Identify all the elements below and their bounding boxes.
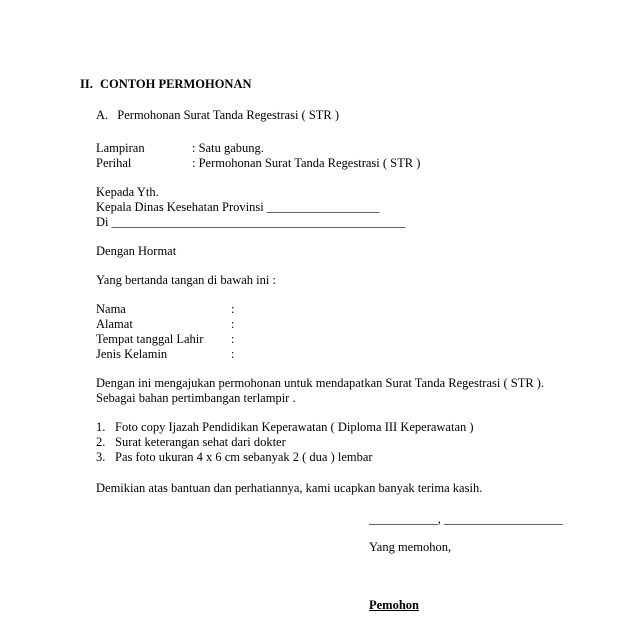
- closing-text: Demikian atas bantuan dan perhatiannya, kami ucapkan banyak terima kasih.: [96, 481, 483, 495]
- salutation: Dengan Hormat: [96, 244, 177, 258]
- section-title: CONTOH PERMOHONAN: [99, 77, 252, 91]
- field-label: Perihal: [96, 156, 132, 170]
- field-value: : Satu gabung.: [192, 141, 264, 155]
- attachment-item-1: [96, 420, 474, 435]
- attachment-text: Foto copy Ijazah Pendidikan Keperawatan ( Diploma III Keperawatan ): [115, 420, 474, 434]
- identity-colon: :: [231, 302, 235, 316]
- identity-colon: :: [231, 347, 235, 361]
- section-number: II.: [80, 77, 93, 91]
- identity-label: Tempat tanggal Lahir: [96, 332, 204, 346]
- subsection-heading: [96, 108, 339, 123]
- identity-field-nama: [96, 302, 234, 317]
- signature-label: Yang memohon,: [369, 540, 452, 554]
- recipient-greeting: Kepada Yth.: [96, 185, 159, 199]
- section-heading: [80, 77, 252, 92]
- identity-label: Nama: [96, 302, 126, 316]
- body-line-2: Sebagai bahan pertimbangan terlampir .: [96, 391, 296, 405]
- intro-text: Yang bertanda tangan di bawah ini :: [96, 273, 276, 287]
- identity-colon: :: [231, 332, 235, 346]
- identity-field-alamat: [96, 317, 234, 332]
- field-perihal: [96, 156, 420, 171]
- subsection-title: Permohonan Surat Tanda Regestrasi ( STR ): [117, 108, 340, 122]
- field-value: : Permohonan Surat Tanda Regestrasi ( STR ): [192, 156, 421, 170]
- identity-field-ttl: [96, 332, 234, 347]
- field-label: Lampiran: [96, 141, 145, 155]
- attachment-number: 1.: [96, 420, 106, 434]
- attachment-text: Pas foto ukuran 4 x 6 cm sebanyak 2 ( dua ) lembar: [115, 450, 373, 464]
- attachment-number: 3.: [96, 450, 106, 464]
- subsection-label: A.: [96, 108, 109, 122]
- identity-colon: :: [231, 317, 235, 331]
- signature-place-date: ___________, ___________________: [369, 512, 563, 526]
- attachment-item-3: [96, 450, 373, 465]
- body-line-1: Dengan ini mengajukan permohonan untuk mendapatkan Surat Tanda Regestrasi ( STR ).: [96, 376, 545, 390]
- attachment-number: 2.: [96, 435, 106, 449]
- recipient-line-2: Di _______________________________________________: [96, 215, 406, 229]
- attachment-text: Surat keterangan sehat dari dokter: [115, 435, 286, 449]
- identity-label: Jenis Kelamin: [96, 347, 168, 361]
- identity-label: Alamat: [96, 317, 133, 331]
- signature-name: Pemohon: [369, 598, 419, 612]
- recipient-line-1: Kepala Dinas Kesehatan Provinsi __________________: [96, 200, 380, 214]
- field-lampiran: [96, 141, 264, 156]
- attachment-item-2: [96, 435, 286, 450]
- identity-field-jenis-kelamin: [96, 347, 234, 362]
